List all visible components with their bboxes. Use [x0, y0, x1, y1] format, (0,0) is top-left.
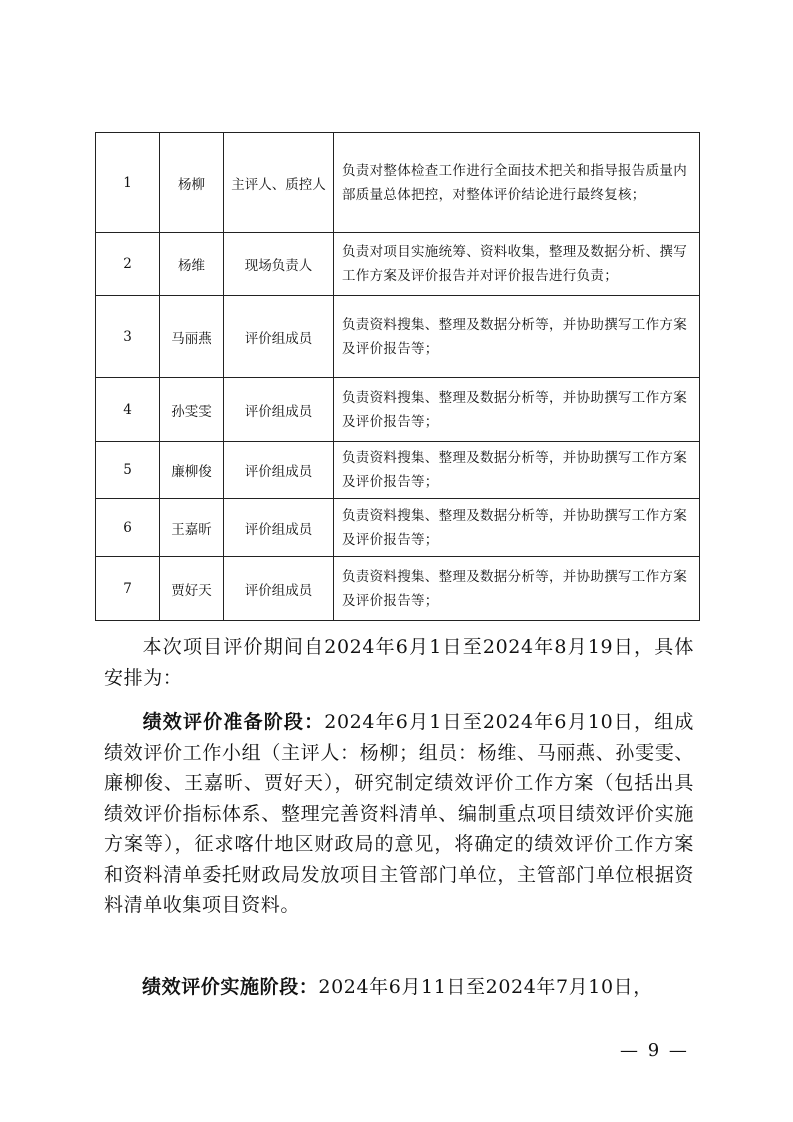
member-duty: 负责资料搜集、整理及数据分析等，并协助撰写工作方案及评价报告等； [334, 296, 700, 378]
member-role: 评价组成员 [224, 296, 334, 378]
member-role: 主评人、质控人 [224, 133, 334, 233]
member-duty: 负责资料搜集、整理及数据分析等，并协助撰写工作方案及评价报告等； [334, 442, 700, 499]
page-number: — 9 — [620, 1040, 689, 1061]
prep-stage-paragraph [104, 707, 694, 921]
member-role: 评价组成员 [224, 499, 334, 557]
member-role: 评价组成员 [224, 557, 334, 621]
prep-stage-text: 2024年6月1日至2024年6月10日，组成绩效评价工作小组（主评人：杨柳；组员：杨维、马丽燕、孙雯雯、廉柳俊、王嘉昕、贾好天），研究制定绩效评价工作方案（包括出具绩效评价指标体系、整理完善资料清单、编制重点项目绩效评价实施方案等），征求喀什地区财政局的意见，将确定的绩效评价工作方案和资料清单委托财政局发放项目主管部门单位，主管部门单位根据资料清单收集项目资料。 [104, 711, 694, 916]
period-text: 本次项目评价期间自2024年6月1日至2024年8月19日，具体安排为： [104, 636, 694, 689]
row-number: 6 [96, 499, 160, 557]
row-number: 3 [96, 296, 160, 378]
member-duty: 负责对整体检查工作进行全面技术把关和指导报告质量内部质量总体把控，对整体评价结论进行最终复核； [334, 133, 700, 233]
member-duty: 负责资料搜集、整理及数据分析等，并协助撰写工作方案及评价报告等； [334, 499, 700, 557]
row-number: 7 [96, 557, 160, 621]
member-name: 杨柳 [160, 133, 224, 233]
table-row [96, 378, 700, 442]
table-row [96, 442, 700, 499]
table-row [96, 296, 700, 378]
member-name: 杨维 [160, 233, 224, 296]
impl-stage-heading: 绩效评价实施阶段： [142, 976, 319, 998]
table-row [96, 133, 700, 233]
table-row [96, 233, 700, 296]
table-row [96, 499, 700, 557]
row-number: 4 [96, 378, 160, 442]
impl-stage-paragraph [104, 972, 694, 1003]
member-role: 评价组成员 [224, 378, 334, 442]
member-duty: 负责对项目实施统筹、资料收集，整理及数据分析、撰写工作方案及评价报告并对评价报告进行负责； [334, 233, 700, 296]
row-number: 1 [96, 133, 160, 233]
member-role: 评价组成员 [224, 442, 334, 499]
prep-stage-heading: 绩效评价准备阶段： [142, 711, 325, 733]
impl-stage-text: 2024年6月11日至2024年7月10日， [318, 976, 653, 998]
member-name: 孙雯雯 [160, 378, 224, 442]
member-name: 廉柳俊 [160, 442, 224, 499]
row-number: 2 [96, 233, 160, 296]
row-number: 5 [96, 442, 160, 499]
member-name: 贾好天 [160, 557, 224, 621]
member-name: 马丽燕 [160, 296, 224, 378]
member-duty: 负责资料搜集、整理及数据分析等，并协助撰写工作方案及评价报告等； [334, 378, 700, 442]
table-row [96, 557, 700, 621]
team-table [95, 132, 700, 621]
member-duty: 负责资料搜集、整理及数据分析等，并协助撰写工作方案及评价报告等； [334, 557, 700, 621]
member-role: 现场负责人 [224, 233, 334, 296]
member-name: 王嘉昕 [160, 499, 224, 557]
period-paragraph [104, 632, 694, 693]
